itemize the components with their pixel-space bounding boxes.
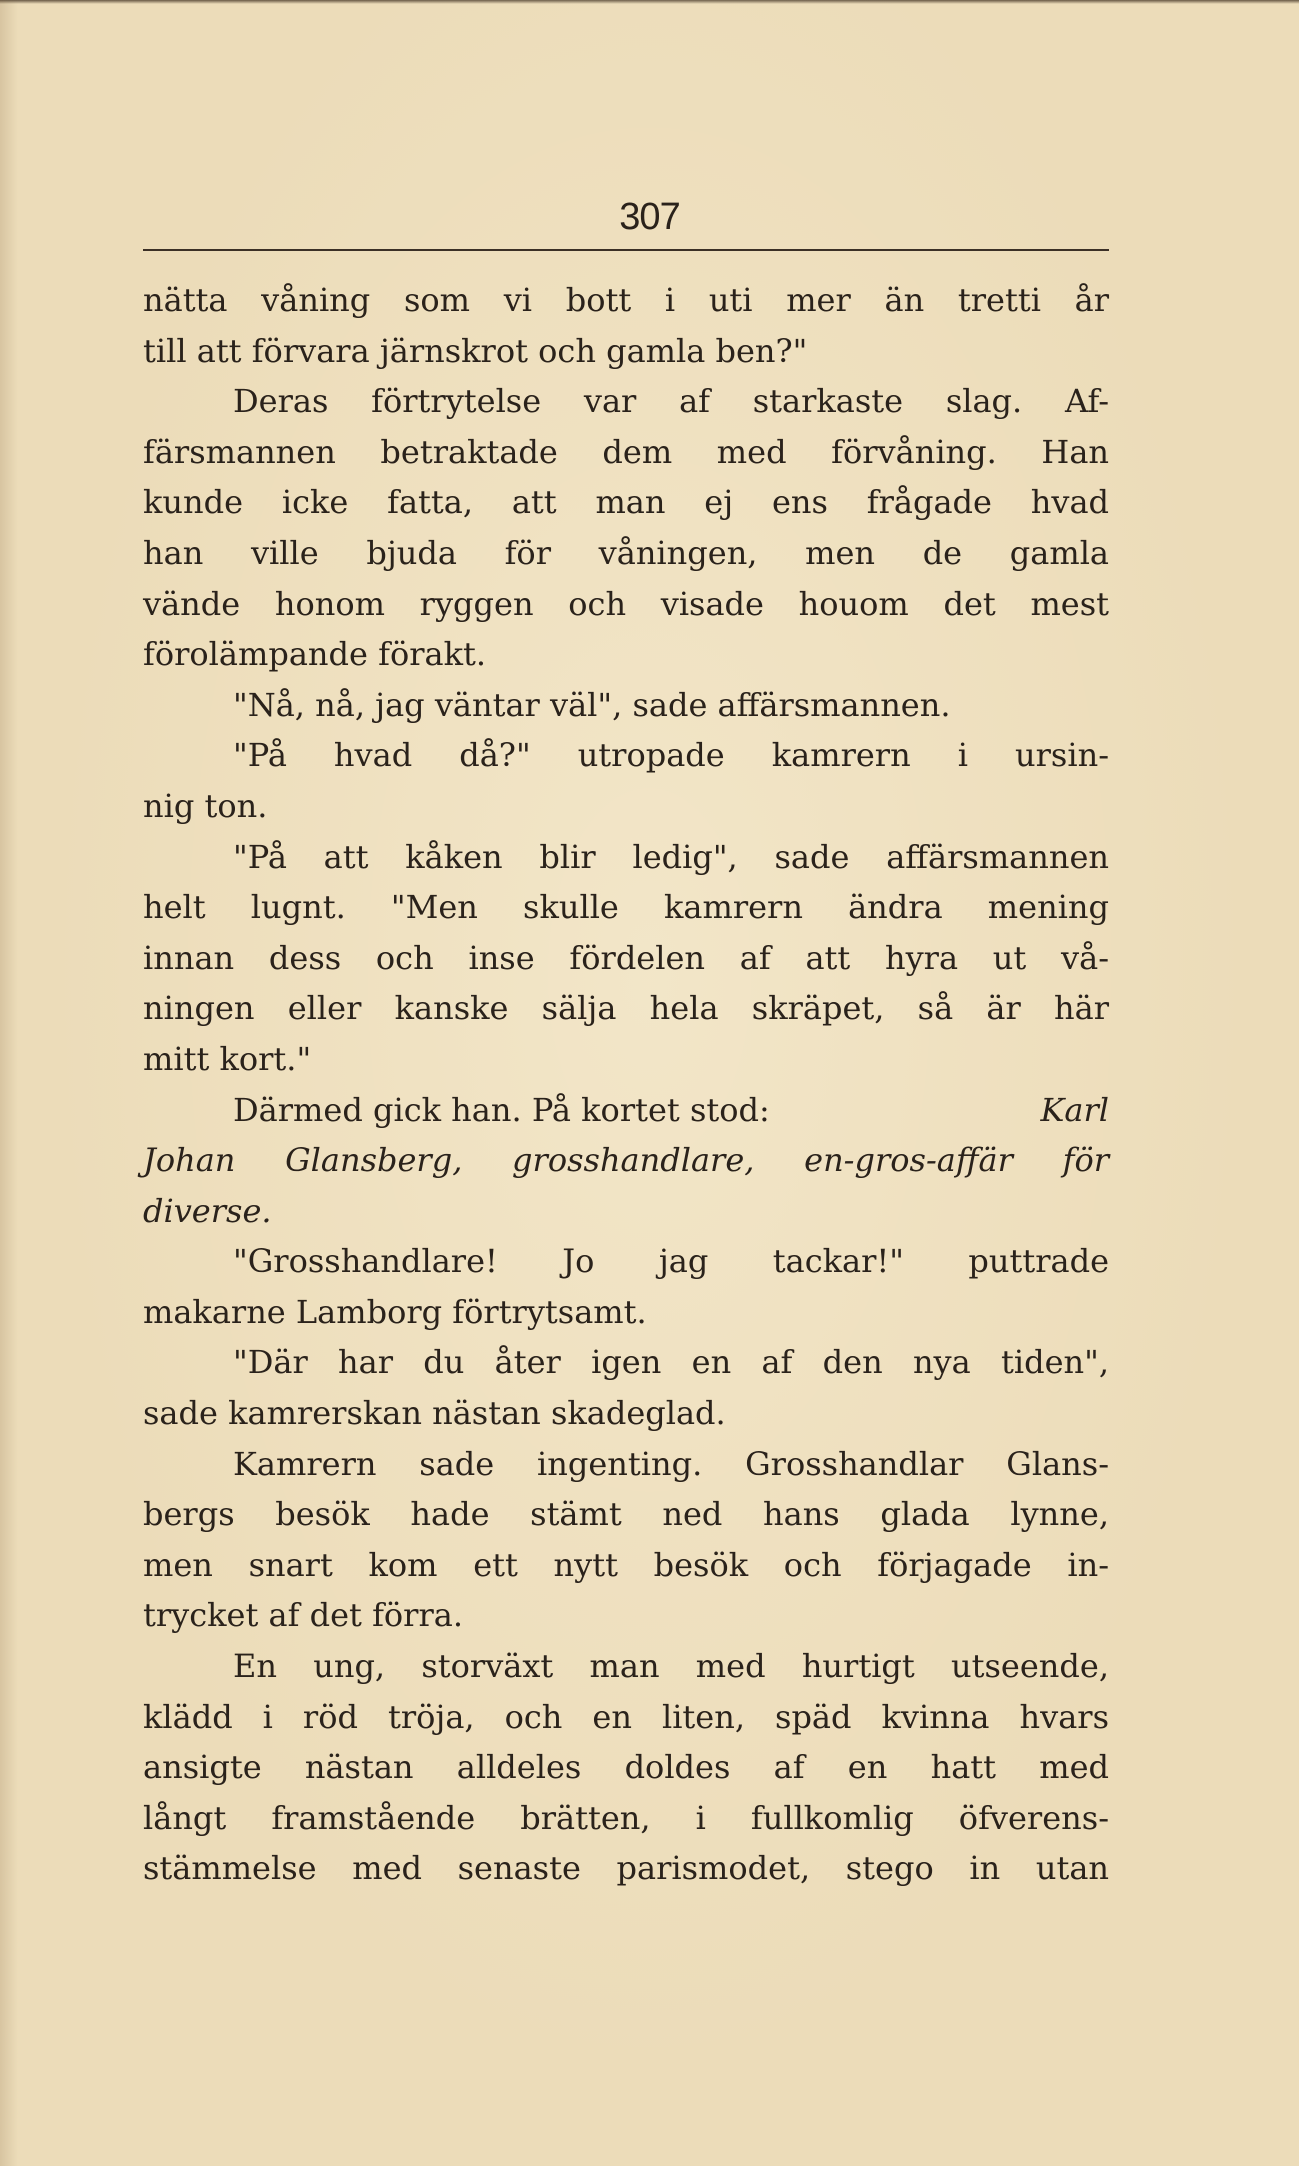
text-line: kunde icke fatta, att man ej ens frågade hvad xyxy=(143,483,1109,522)
text-line: stämmelse med senaste parismodet, stego in utan xyxy=(143,1849,1109,1888)
text-segment: Därmed gick han. På kortet stod: xyxy=(233,1090,770,1129)
text-line: "Där har du åter igen en af den nya tiden", xyxy=(233,1343,1109,1382)
text-line: "Nå, nå, jag väntar väl", sade affärsmannen. xyxy=(233,685,951,724)
italic-name: Karl xyxy=(1040,1090,1109,1129)
text-line: helt lugnt. "Men skulle kamrern ändra mening xyxy=(143,888,1109,927)
text-line: ansigte nästan alldeles doldes af en hatt med xyxy=(143,1748,1109,1787)
text-line: Deras förtrytelse var af starkaste slag. Af- xyxy=(233,382,1109,421)
text-line: innan dess och inse fördelen af att hyra ut vå- xyxy=(143,938,1109,977)
text-line: ningen eller kanske sälja hela skräpet, så är här xyxy=(143,989,1109,1028)
text-line: trycket af det förra. xyxy=(143,1596,464,1635)
text-line: till att förvara järnskrot och gamla ben?" xyxy=(143,331,808,370)
text-line: bergs besök hade stämt ned hans glada lynne, xyxy=(143,1495,1109,1534)
text-line: makarne Lamborg förtrytsamt. xyxy=(143,1292,647,1331)
text-line: Kamrern sade ingenting. Grosshandlar Glans- xyxy=(233,1444,1109,1483)
text-line: nätta våning som vi bott i uti mer än tretti år xyxy=(143,281,1109,319)
text-line: nig ton. xyxy=(143,786,268,825)
body-text xyxy=(143,275,1109,1894)
text-line: färsmannen betraktade dem med förvåning. Han xyxy=(143,432,1109,471)
text-line: förolämpande förakt. xyxy=(143,635,486,674)
text-line: "På att kåken blir ledig", sade affärsmannen xyxy=(233,837,1109,876)
page-number: 307 xyxy=(619,196,680,238)
text-line: diverse. xyxy=(143,1191,272,1230)
text-line: han ville bjuda för våningen, men de gamla xyxy=(143,533,1109,572)
text-line: men snart kom ett nytt besök och förjagade in- xyxy=(143,1545,1109,1584)
text-line: "Grosshandlare! Jo jag tackar!" puttrade xyxy=(233,1242,1109,1281)
text-line: klädd i röd tröja, och en liten, späd kvinna hvars xyxy=(143,1697,1109,1736)
header-rule xyxy=(143,249,1109,251)
text-line: vände honom ryggen och visade houom det mest xyxy=(143,584,1109,623)
text-line: "På hvad då?" utropade kamrern i ursin- xyxy=(233,736,1109,775)
text-line: sade kamrerskan nästan skadeglad. xyxy=(143,1394,726,1433)
text-line: Johan Glansberg, grosshandlare, en-gros-affär för xyxy=(143,1141,1109,1180)
text-line xyxy=(143,1085,1109,1136)
text-line: långt framstående brätten, i fullkomlig öfverens- xyxy=(143,1798,1109,1837)
text-line: mitt kort." xyxy=(143,1039,312,1078)
text-line: En ung, storväxt man med hurtigt utseende, xyxy=(233,1647,1109,1686)
